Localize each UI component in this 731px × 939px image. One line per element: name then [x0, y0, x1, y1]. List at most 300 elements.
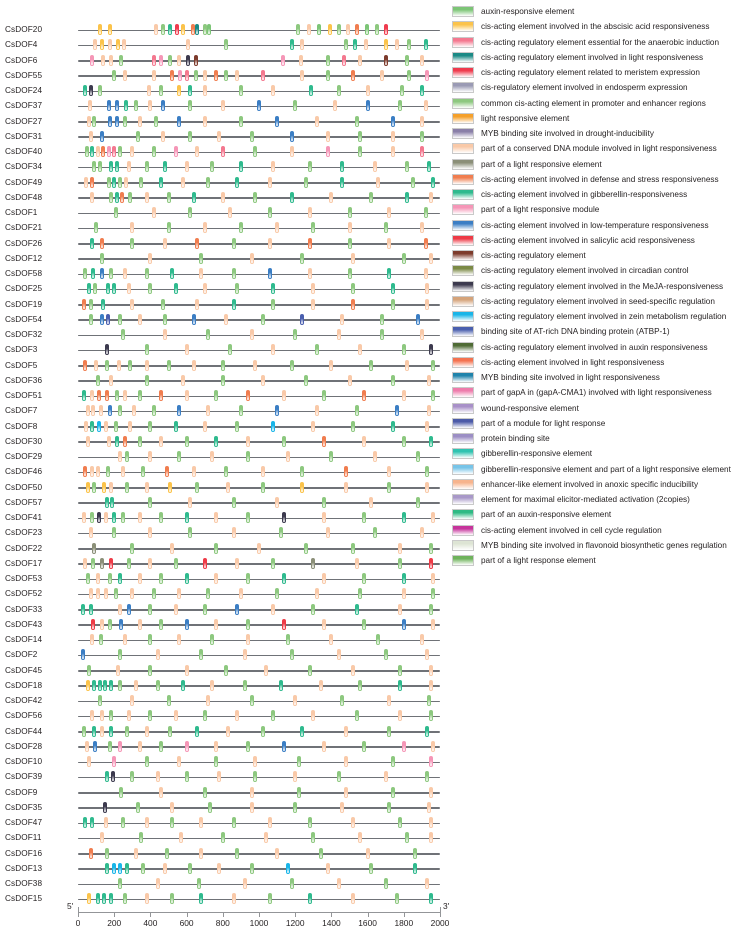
- motif-marker[interactable]: [429, 787, 433, 798]
- motif-marker[interactable]: [365, 24, 369, 35]
- legend-item[interactable]: [452, 507, 731, 522]
- motif-marker[interactable]: [104, 421, 108, 432]
- motif-marker[interactable]: [90, 512, 94, 523]
- legend-item[interactable]: [452, 19, 731, 34]
- motif-marker[interactable]: [286, 863, 290, 874]
- motif-marker[interactable]: [275, 116, 279, 127]
- motif-marker[interactable]: [271, 283, 275, 294]
- motif-marker[interactable]: [195, 24, 199, 35]
- motif-marker[interactable]: [98, 85, 102, 96]
- motif-marker[interactable]: [194, 55, 198, 66]
- motif-marker[interactable]: [206, 177, 210, 188]
- motif-marker[interactable]: [152, 55, 156, 66]
- motif-marker[interactable]: [104, 512, 108, 523]
- motif-marker[interactable]: [319, 680, 323, 691]
- motif-marker[interactable]: [311, 222, 315, 233]
- motif-marker[interactable]: [118, 573, 122, 584]
- motif-marker[interactable]: [326, 146, 330, 157]
- motif-marker[interactable]: [168, 24, 172, 35]
- motif-marker[interactable]: [319, 848, 323, 859]
- motif-marker[interactable]: [232, 527, 236, 538]
- motif-marker[interactable]: [185, 390, 189, 401]
- motif-marker[interactable]: [105, 360, 109, 371]
- motif-marker[interactable]: [134, 100, 138, 111]
- motif-marker[interactable]: [308, 238, 312, 249]
- motif-marker[interactable]: [257, 100, 261, 111]
- motif-marker[interactable]: [308, 665, 312, 676]
- motif-marker[interactable]: [217, 131, 221, 142]
- motif-marker[interactable]: [391, 421, 395, 432]
- motif-marker[interactable]: [118, 863, 122, 874]
- motif-marker[interactable]: [134, 848, 138, 859]
- motif-marker[interactable]: [300, 39, 304, 50]
- motif-marker[interactable]: [86, 436, 90, 447]
- motif-marker[interactable]: [420, 116, 424, 127]
- motif-marker[interactable]: [424, 39, 428, 50]
- motif-marker[interactable]: [185, 512, 189, 523]
- motif-marker[interactable]: [90, 710, 94, 721]
- motif-marker[interactable]: [130, 238, 134, 249]
- motif-marker[interactable]: [355, 116, 359, 127]
- motif-marker[interactable]: [118, 451, 122, 462]
- motif-marker[interactable]: [224, 665, 228, 676]
- motif-marker[interactable]: [228, 344, 232, 355]
- motif-marker[interactable]: [304, 375, 308, 386]
- legend-item[interactable]: [452, 355, 731, 370]
- legend-item[interactable]: [452, 446, 731, 461]
- motif-marker[interactable]: [290, 192, 294, 203]
- motif-marker[interactable]: [264, 832, 268, 843]
- motif-marker[interactable]: [174, 146, 178, 157]
- motif-marker[interactable]: [268, 238, 272, 249]
- motif-marker[interactable]: [112, 512, 116, 523]
- motif-marker[interactable]: [380, 70, 384, 81]
- motif-marker[interactable]: [429, 192, 433, 203]
- motif-marker[interactable]: [145, 817, 149, 828]
- motif-marker[interactable]: [271, 710, 275, 721]
- motif-marker[interactable]: [81, 604, 85, 615]
- motif-marker[interactable]: [425, 482, 429, 493]
- motif-marker[interactable]: [271, 344, 275, 355]
- motif-marker[interactable]: [358, 131, 362, 142]
- motif-marker[interactable]: [119, 619, 123, 630]
- motif-marker[interactable]: [94, 360, 98, 371]
- motif-marker[interactable]: [138, 390, 142, 401]
- motif-marker[interactable]: [139, 832, 143, 843]
- motif-marker[interactable]: [214, 390, 218, 401]
- motif-marker[interactable]: [114, 588, 118, 599]
- motif-marker[interactable]: [391, 375, 395, 386]
- motif-marker[interactable]: [384, 39, 388, 50]
- motif-marker[interactable]: [243, 649, 247, 660]
- motif-marker[interactable]: [362, 573, 366, 584]
- motif-marker[interactable]: [185, 573, 189, 584]
- motif-marker[interactable]: [96, 573, 100, 584]
- motif-marker[interactable]: [159, 512, 163, 523]
- legend-item[interactable]: [452, 309, 731, 324]
- motif-marker[interactable]: [84, 421, 88, 432]
- motif-marker[interactable]: [246, 436, 250, 447]
- motif-marker[interactable]: [307, 24, 311, 35]
- motif-marker[interactable]: [217, 771, 221, 782]
- motif-marker[interactable]: [159, 85, 163, 96]
- motif-marker[interactable]: [98, 161, 102, 172]
- motif-marker[interactable]: [271, 558, 275, 569]
- motif-marker[interactable]: [159, 787, 163, 798]
- motif-marker[interactable]: [275, 222, 279, 233]
- motif-marker[interactable]: [114, 421, 118, 432]
- motif-marker[interactable]: [203, 283, 207, 294]
- motif-marker[interactable]: [138, 619, 142, 630]
- motif-marker[interactable]: [271, 421, 275, 432]
- motif-marker[interactable]: [177, 55, 181, 66]
- motif-marker[interactable]: [405, 55, 409, 66]
- motif-marker[interactable]: [239, 588, 243, 599]
- motif-marker[interactable]: [130, 222, 134, 233]
- motif-marker[interactable]: [224, 314, 228, 325]
- motif-marker[interactable]: [402, 390, 406, 401]
- motif-marker[interactable]: [384, 55, 388, 66]
- motif-marker[interactable]: [358, 146, 362, 157]
- motif-marker[interactable]: [315, 116, 319, 127]
- motif-marker[interactable]: [89, 131, 93, 142]
- motif-marker[interactable]: [105, 390, 109, 401]
- motif-marker[interactable]: [132, 405, 136, 416]
- motif-marker[interactable]: [424, 207, 428, 218]
- motif-marker[interactable]: [145, 192, 149, 203]
- motif-marker[interactable]: [148, 421, 152, 432]
- motif-marker[interactable]: [351, 421, 355, 432]
- legend-item[interactable]: [452, 294, 731, 309]
- motif-marker[interactable]: [163, 238, 167, 249]
- motif-marker[interactable]: [387, 466, 391, 477]
- motif-marker[interactable]: [118, 649, 122, 660]
- motif-marker[interactable]: [203, 24, 207, 35]
- motif-marker[interactable]: [400, 85, 404, 96]
- motif-marker[interactable]: [429, 604, 433, 615]
- motif-marker[interactable]: [106, 314, 110, 325]
- motif-marker[interactable]: [282, 573, 286, 584]
- motif-marker[interactable]: [250, 329, 254, 340]
- motif-marker[interactable]: [235, 421, 239, 432]
- motif-marker[interactable]: [165, 466, 169, 477]
- motif-marker[interactable]: [86, 482, 90, 493]
- motif-marker[interactable]: [427, 161, 431, 172]
- motif-marker[interactable]: [107, 177, 111, 188]
- motif-marker[interactable]: [424, 100, 428, 111]
- motif-marker[interactable]: [185, 344, 189, 355]
- motif-marker[interactable]: [375, 24, 379, 35]
- motif-marker[interactable]: [203, 710, 207, 721]
- motif-marker[interactable]: [100, 131, 104, 142]
- motif-marker[interactable]: [123, 116, 127, 127]
- motif-marker[interactable]: [106, 283, 110, 294]
- motif-marker[interactable]: [351, 283, 355, 294]
- legend-item[interactable]: [452, 416, 731, 431]
- motif-marker[interactable]: [186, 39, 190, 50]
- motif-marker[interactable]: [100, 314, 104, 325]
- motif-marker[interactable]: [304, 543, 308, 554]
- motif-marker[interactable]: [119, 787, 123, 798]
- motif-marker[interactable]: [373, 527, 377, 538]
- motif-marker[interactable]: [185, 436, 189, 447]
- motif-marker[interactable]: [358, 588, 362, 599]
- motif-marker[interactable]: [387, 695, 391, 706]
- motif-marker[interactable]: [373, 161, 377, 172]
- motif-marker[interactable]: [98, 680, 102, 691]
- motif-marker[interactable]: [271, 161, 275, 172]
- motif-marker[interactable]: [416, 314, 420, 325]
- motif-marker[interactable]: [239, 161, 243, 172]
- motif-marker[interactable]: [293, 329, 297, 340]
- motif-marker[interactable]: [121, 466, 125, 477]
- motif-marker[interactable]: [159, 741, 163, 752]
- motif-marker[interactable]: [239, 222, 243, 233]
- motif-marker[interactable]: [163, 863, 167, 874]
- motif-marker[interactable]: [214, 573, 218, 584]
- motif-marker[interactable]: [138, 741, 142, 752]
- motif-marker[interactable]: [333, 100, 337, 111]
- motif-marker[interactable]: [425, 70, 429, 81]
- motif-marker[interactable]: [413, 863, 417, 874]
- motif-marker[interactable]: [337, 24, 341, 35]
- motif-marker[interactable]: [340, 177, 344, 188]
- motif-marker[interactable]: [163, 161, 167, 172]
- motif-marker[interactable]: [120, 192, 124, 203]
- motif-marker[interactable]: [174, 421, 178, 432]
- motif-marker[interactable]: [145, 344, 149, 355]
- motif-marker[interactable]: [311, 832, 315, 843]
- motif-marker[interactable]: [115, 100, 119, 111]
- motif-marker[interactable]: [326, 863, 330, 874]
- motif-marker[interactable]: [83, 466, 87, 477]
- motif-marker[interactable]: [167, 222, 171, 233]
- motif-marker[interactable]: [299, 55, 303, 66]
- motif-marker[interactable]: [148, 283, 152, 294]
- motif-marker[interactable]: [391, 787, 395, 798]
- motif-marker[interactable]: [138, 512, 142, 523]
- motif-marker[interactable]: [109, 482, 113, 493]
- motif-marker[interactable]: [431, 390, 435, 401]
- motif-marker[interactable]: [148, 253, 152, 264]
- motif-marker[interactable]: [344, 756, 348, 767]
- motif-marker[interactable]: [337, 85, 341, 96]
- motif-marker[interactable]: [264, 665, 268, 676]
- motif-marker[interactable]: [290, 649, 294, 660]
- motif-marker[interactable]: [105, 771, 109, 782]
- motif-marker[interactable]: [130, 695, 134, 706]
- motif-marker[interactable]: [210, 451, 214, 462]
- legend-item[interactable]: [452, 477, 731, 492]
- motif-marker[interactable]: [429, 558, 433, 569]
- motif-marker[interactable]: [351, 70, 355, 81]
- motif-marker[interactable]: [384, 222, 388, 233]
- motif-marker[interactable]: [366, 848, 370, 859]
- motif-marker[interactable]: [112, 177, 116, 188]
- motif-marker[interactable]: [420, 329, 424, 340]
- motif-marker[interactable]: [82, 299, 86, 310]
- motif-marker[interactable]: [122, 39, 126, 50]
- motif-marker[interactable]: [261, 726, 265, 737]
- motif-marker[interactable]: [315, 344, 319, 355]
- motif-marker[interactable]: [210, 680, 214, 691]
- motif-marker[interactable]: [100, 832, 104, 843]
- motif-marker[interactable]: [101, 299, 105, 310]
- motif-marker[interactable]: [429, 710, 433, 721]
- motif-marker[interactable]: [88, 100, 92, 111]
- motif-marker[interactable]: [195, 238, 199, 249]
- motif-marker[interactable]: [311, 604, 315, 615]
- motif-marker[interactable]: [358, 832, 362, 843]
- legend-item[interactable]: [452, 172, 731, 187]
- motif-marker[interactable]: [376, 634, 380, 645]
- motif-marker[interactable]: [342, 55, 346, 66]
- motif-marker[interactable]: [86, 573, 90, 584]
- motif-marker[interactable]: [344, 787, 348, 798]
- motif-marker[interactable]: [156, 878, 160, 889]
- motif-marker[interactable]: [387, 482, 391, 493]
- motif-marker[interactable]: [290, 878, 294, 889]
- motif-marker[interactable]: [123, 268, 127, 279]
- motif-marker[interactable]: [239, 116, 243, 127]
- motif-marker[interactable]: [98, 24, 102, 35]
- motif-marker[interactable]: [398, 543, 402, 554]
- motif-marker[interactable]: [117, 360, 121, 371]
- motif-marker[interactable]: [387, 207, 391, 218]
- motif-marker[interactable]: [112, 863, 116, 874]
- motif-marker[interactable]: [326, 527, 330, 538]
- motif-marker[interactable]: [138, 436, 142, 447]
- legend-item[interactable]: [452, 157, 731, 172]
- motif-marker[interactable]: [424, 238, 428, 249]
- motif-marker[interactable]: [416, 497, 420, 508]
- legend-item[interactable]: [452, 65, 731, 80]
- legend-item[interactable]: [452, 324, 731, 339]
- motif-marker[interactable]: [130, 543, 134, 554]
- motif-marker[interactable]: [261, 466, 265, 477]
- motif-marker[interactable]: [348, 268, 352, 279]
- motif-marker[interactable]: [431, 741, 435, 752]
- motif-marker[interactable]: [221, 832, 225, 843]
- motif-marker[interactable]: [156, 771, 160, 782]
- motif-marker[interactable]: [86, 680, 90, 691]
- motif-marker[interactable]: [348, 207, 352, 218]
- motif-marker[interactable]: [96, 588, 100, 599]
- motif-marker[interactable]: [108, 39, 112, 50]
- motif-marker[interactable]: [152, 70, 156, 81]
- motif-marker[interactable]: [344, 482, 348, 493]
- motif-marker[interactable]: [398, 100, 402, 111]
- motif-marker[interactable]: [405, 360, 409, 371]
- motif-marker[interactable]: [340, 802, 344, 813]
- motif-marker[interactable]: [431, 512, 435, 523]
- motif-marker[interactable]: [257, 543, 261, 554]
- legend-item[interactable]: [452, 80, 731, 95]
- motif-marker[interactable]: [214, 756, 218, 767]
- motif-marker[interactable]: [402, 512, 406, 523]
- motif-marker[interactable]: [107, 436, 111, 447]
- motif-marker[interactable]: [89, 314, 93, 325]
- motif-marker[interactable]: [429, 817, 433, 828]
- motif-marker[interactable]: [326, 55, 330, 66]
- motif-marker[interactable]: [170, 802, 174, 813]
- motif-marker[interactable]: [181, 375, 185, 386]
- motif-marker[interactable]: [271, 85, 275, 96]
- motif-marker[interactable]: [293, 695, 297, 706]
- motif-marker[interactable]: [425, 283, 429, 294]
- motif-marker[interactable]: [111, 771, 115, 782]
- motif-marker[interactable]: [141, 466, 145, 477]
- motif-marker[interactable]: [119, 55, 123, 66]
- motif-marker[interactable]: [83, 268, 87, 279]
- motif-marker[interactable]: [156, 680, 160, 691]
- motif-marker[interactable]: [90, 817, 94, 828]
- motif-marker[interactable]: [300, 253, 304, 264]
- motif-marker[interactable]: [395, 39, 399, 50]
- motif-marker[interactable]: [127, 283, 131, 294]
- motif-marker[interactable]: [163, 329, 167, 340]
- motif-marker[interactable]: [128, 360, 132, 371]
- motif-marker[interactable]: [96, 375, 100, 386]
- motif-marker[interactable]: [154, 116, 158, 127]
- motif-marker[interactable]: [281, 55, 285, 66]
- motif-marker[interactable]: [391, 283, 395, 294]
- motif-marker[interactable]: [148, 634, 152, 645]
- motif-marker[interactable]: [253, 771, 257, 782]
- motif-marker[interactable]: [109, 161, 113, 172]
- motif-marker[interactable]: [315, 405, 319, 416]
- motif-marker[interactable]: [427, 802, 431, 813]
- motif-marker[interactable]: [115, 390, 119, 401]
- motif-marker[interactable]: [391, 131, 395, 142]
- motif-marker[interactable]: [387, 238, 391, 249]
- motif-marker[interactable]: [224, 70, 228, 81]
- motif-marker[interactable]: [188, 207, 192, 218]
- motif-marker[interactable]: [304, 177, 308, 188]
- motif-marker[interactable]: [221, 360, 225, 371]
- motif-marker[interactable]: [136, 802, 140, 813]
- legend-item[interactable]: [452, 401, 731, 416]
- motif-marker[interactable]: [90, 634, 94, 645]
- motif-marker[interactable]: [118, 146, 122, 157]
- legend-item[interactable]: [452, 248, 731, 263]
- motif-marker[interactable]: [181, 680, 185, 691]
- motif-marker[interactable]: [364, 39, 368, 50]
- motif-marker[interactable]: [102, 482, 106, 493]
- motif-marker[interactable]: [90, 55, 94, 66]
- motif-marker[interactable]: [235, 283, 239, 294]
- motif-marker[interactable]: [161, 299, 165, 310]
- motif-marker[interactable]: [145, 268, 149, 279]
- motif-marker[interactable]: [124, 100, 128, 111]
- motif-marker[interactable]: [177, 405, 181, 416]
- motif-marker[interactable]: [362, 741, 366, 752]
- motif-marker[interactable]: [224, 466, 228, 477]
- motif-marker[interactable]: [100, 39, 104, 50]
- motif-marker[interactable]: [112, 527, 116, 538]
- motif-marker[interactable]: [317, 24, 321, 35]
- motif-marker[interactable]: [191, 24, 195, 35]
- motif-marker[interactable]: [84, 177, 88, 188]
- motif-marker[interactable]: [85, 741, 89, 752]
- motif-marker[interactable]: [91, 558, 95, 569]
- motif-marker[interactable]: [420, 146, 424, 157]
- motif-marker[interactable]: [282, 741, 286, 752]
- motif-marker[interactable]: [174, 283, 178, 294]
- motif-marker[interactable]: [130, 771, 134, 782]
- motif-marker[interactable]: [108, 24, 112, 35]
- motif-marker[interactable]: [174, 558, 178, 569]
